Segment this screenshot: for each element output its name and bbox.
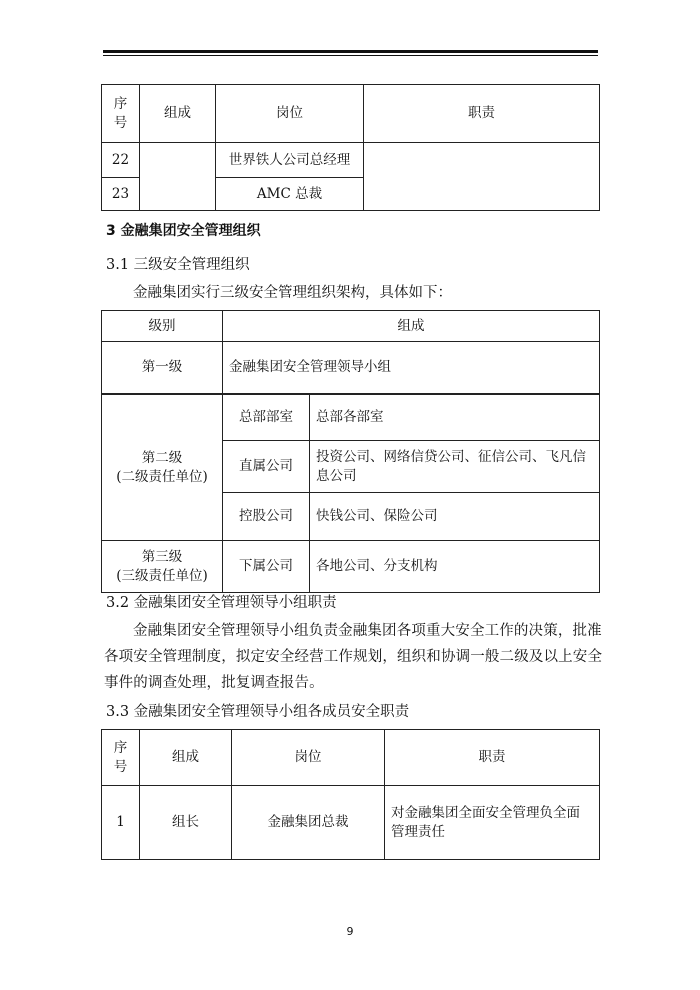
header-no: 序号 <box>102 85 140 143</box>
level3-label: 第三级 <box>141 548 183 565</box>
table-header-row <box>102 730 600 786</box>
level2-label-cell <box>102 395 223 541</box>
level3-label-cell <box>102 541 223 593</box>
org-header-row <box>102 311 600 342</box>
section-3-1-intro: 金融集团实行三级安全管理组织架构，具体如下： <box>133 285 452 301</box>
section-3-3-heading: 3.3 金融集团安全管理领导小组各成员安全职责 <box>106 704 410 720</box>
level2-sublabel: (二级责任单位) <box>116 468 208 485</box>
header-duty: 职责 <box>385 730 600 786</box>
section-3-2-heading: 3.2 金融集团安全管理领导小组职责 <box>106 595 337 611</box>
level3-content: 各地公司、分支机构 <box>310 541 600 593</box>
level2-category: 总部部室 <box>223 395 310 441</box>
row-position: 世界铁人公司总经理 <box>216 143 364 178</box>
level2-content: 总部各部室 <box>310 395 600 441</box>
org-level3-row <box>102 541 600 593</box>
page-number: 9 <box>346 925 354 938</box>
level1-content: 金融集团安全管理领导小组 <box>223 342 600 394</box>
row-no: 22 <box>102 143 140 178</box>
table-row <box>102 786 600 860</box>
section-3-1-heading: 3.1 三级安全管理组织 <box>106 257 250 273</box>
header-rule-thick <box>103 50 598 53</box>
header-rule-thin <box>103 55 598 56</box>
org-level2-row <box>102 395 600 441</box>
row-no: 23 <box>102 178 140 211</box>
header-position: 岗位 <box>232 730 385 786</box>
section-3-heading: 3 金融集团安全管理组织 <box>106 223 261 239</box>
level2-category: 控股公司 <box>223 493 310 541</box>
member-duty-table <box>101 729 600 860</box>
row-group-empty <box>140 143 216 211</box>
table-row <box>102 143 600 178</box>
level2-content: 快钱公司、保险公司 <box>310 493 600 541</box>
row-position: 金融集团总裁 <box>232 786 385 860</box>
org-header-level: 级别 <box>102 311 223 342</box>
level3-sublabel: (三级责任单位) <box>116 567 208 584</box>
header-group: 组成 <box>140 730 232 786</box>
row-no: 1 <box>102 786 140 860</box>
level2-content: 投资公司、网络信贷公司、征信公司、飞凡信息公司 <box>310 441 600 493</box>
level2-label: 第二级 <box>141 449 183 466</box>
level2-category: 直属公司 <box>223 441 310 493</box>
header-group: 组成 <box>140 85 216 143</box>
row-duty: 对金融集团全面安全管理负全面管理责任 <box>385 786 600 860</box>
row-group: 组长 <box>140 786 232 860</box>
row-position: AMC 总裁 <box>216 178 364 211</box>
level1-label: 第一级 <box>102 342 223 394</box>
row-duty-empty <box>364 143 600 211</box>
header-duty: 职责 <box>364 85 600 143</box>
org-header-composition: 组成 <box>223 311 600 342</box>
table-header-row <box>102 85 600 143</box>
org-structure-table <box>101 310 600 593</box>
org-level1-row <box>102 342 600 394</box>
member-table-continued <box>101 84 600 211</box>
level3-category: 下属公司 <box>223 541 310 593</box>
header-no: 序号 <box>102 730 140 786</box>
section-3-2-body: 金融集团安全管理领导小组负责金融集团各项重大安全工作的决策，批准各项安全管理制度，拟定安全经营工作规划，组织和协调一般二级及以上安全事件的调查处理，批复调查报告。 <box>104 623 603 691</box>
header-position: 岗位 <box>216 85 364 143</box>
